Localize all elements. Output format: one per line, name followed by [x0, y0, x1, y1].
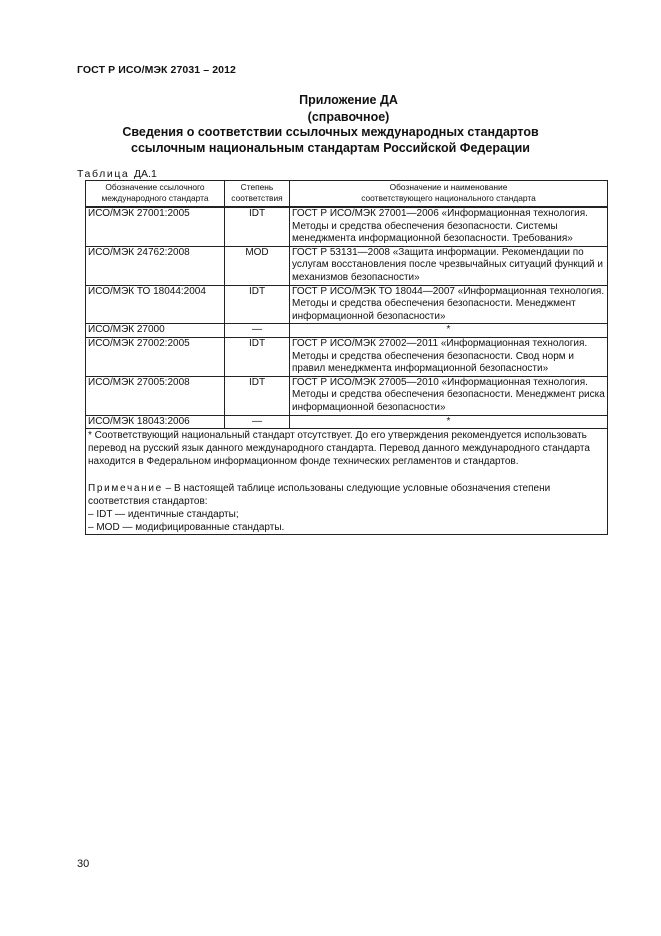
table-row — [86, 246, 608, 285]
row-international-code: ИСО/МЭК ТО 18044:2004 — [86, 285, 225, 324]
table-footnote: * Соответствующий национальный стандарт отсутствует. До его утверждения рекомендуется использовать перевод на русский язык данного международного стандарта. Перевод данного международного стандарта находится в Федеральном информационном фонде технических регламентов и стандартов. — [88, 430, 590, 468]
row-degree: IDT — [225, 207, 290, 246]
header-col1-line1: Обозначение ссылочного — [105, 182, 205, 192]
appendix-heading-line-1: Сведения о соответствии ссылочных международных стандартов — [122, 125, 539, 139]
row-international-code: ИСО/МЭК 27002:2005 — [86, 337, 225, 376]
row-degree: IDT — [225, 337, 290, 376]
standards-table — [85, 180, 608, 535]
header-national-standard — [290, 181, 608, 208]
row-national-standard: ГОСТ Р ИСО/МЭК 27002—2011 «Информационная технология. Методы и средства обеспечения безопасности. Свод норм и правил менеджмента информационной безопасности» — [290, 337, 608, 376]
appendix-title: Приложение ДА — [299, 93, 398, 107]
row-international-code: ИСО/МЭК 24762:2008 — [86, 246, 225, 285]
note-text: – В настоящей таблице использованы следующие условные обозначения степени соответствия стандартов: — [88, 483, 551, 508]
row-national-standard: ГОСТ Р 53131—2008 «Защита информации. Рекомендации по услугам восстановления после чрезвычайных ситуаций функций и механизмов безопасности» — [290, 246, 608, 285]
header-col1-line2: международного стандарта — [101, 193, 209, 203]
table-header-row — [86, 181, 608, 208]
table-footer-row — [86, 429, 608, 535]
page-number: 30 — [77, 858, 90, 870]
header-col2-line2: соответствия — [231, 193, 283, 203]
table-caption-label: Таблица — [77, 168, 130, 180]
row-degree: — — [225, 324, 290, 338]
table-row — [86, 324, 608, 338]
row-degree: — — [225, 415, 290, 429]
row-international-code: ИСО/МЭК 18043:2006 — [86, 415, 225, 429]
table-note — [88, 482, 605, 534]
note-mod: – MOD — модифицированные стандарты. — [88, 522, 285, 534]
note-idt: – IDT — идентичные стандарты; — [88, 509, 239, 521]
header-international-standard — [86, 181, 225, 208]
row-international-code: ИСО/МЭК 27000 — [86, 324, 225, 338]
note-label: Примечание — [88, 483, 163, 495]
row-international-code: ИСО/МЭК 27005:2008 — [86, 376, 225, 415]
row-international-code: ИСО/МЭК 27001:2005 — [86, 207, 225, 246]
table-caption-number: ДА.1 — [133, 168, 157, 180]
table-row — [86, 415, 608, 429]
row-national-standard: * — [290, 324, 608, 338]
header-col3-line1: Обозначение и наименование — [389, 182, 508, 192]
table-row — [86, 285, 608, 324]
row-national-standard: * — [290, 415, 608, 429]
table-row — [86, 207, 608, 246]
row-national-standard: ГОСТ Р ИСО/МЭК 27001—2006 «Информационная технология. Методы и средства обеспечения безопасности. Системы менеджмента информационной безопасности. Требования» — [290, 207, 608, 246]
row-degree: IDT — [225, 285, 290, 324]
appendix-subtitle: (справочное) — [307, 110, 390, 124]
table-row — [86, 376, 608, 415]
row-degree: MOD — [225, 246, 290, 285]
appendix-heading-line-2: ссылочным национальным стандартам Российской Федерации — [131, 141, 530, 155]
document-header: ГОСТ Р ИСО/МЭК 27031 – 2012 — [77, 64, 236, 76]
table-row — [86, 337, 608, 376]
row-national-standard: ГОСТ Р ИСО/МЭК ТО 18044—2007 «Информационная технология. Методы и средства обеспечения безопасности. Менеджмент информационной безопасности» — [290, 285, 608, 324]
header-degree — [225, 181, 290, 208]
table-footer — [86, 429, 608, 535]
table-caption — [77, 168, 157, 180]
header-col2-line1: Степень — [240, 182, 274, 192]
row-national-standard: ГОСТ Р ИСО/МЭК 27005—2010 «Информационная технология. Методы и средства обеспечения безопасности. Менеджмент риска информационной безопасности» — [290, 376, 608, 415]
row-degree: IDT — [225, 376, 290, 415]
header-col3-line2: соответствующего национального стандарта — [361, 193, 536, 203]
